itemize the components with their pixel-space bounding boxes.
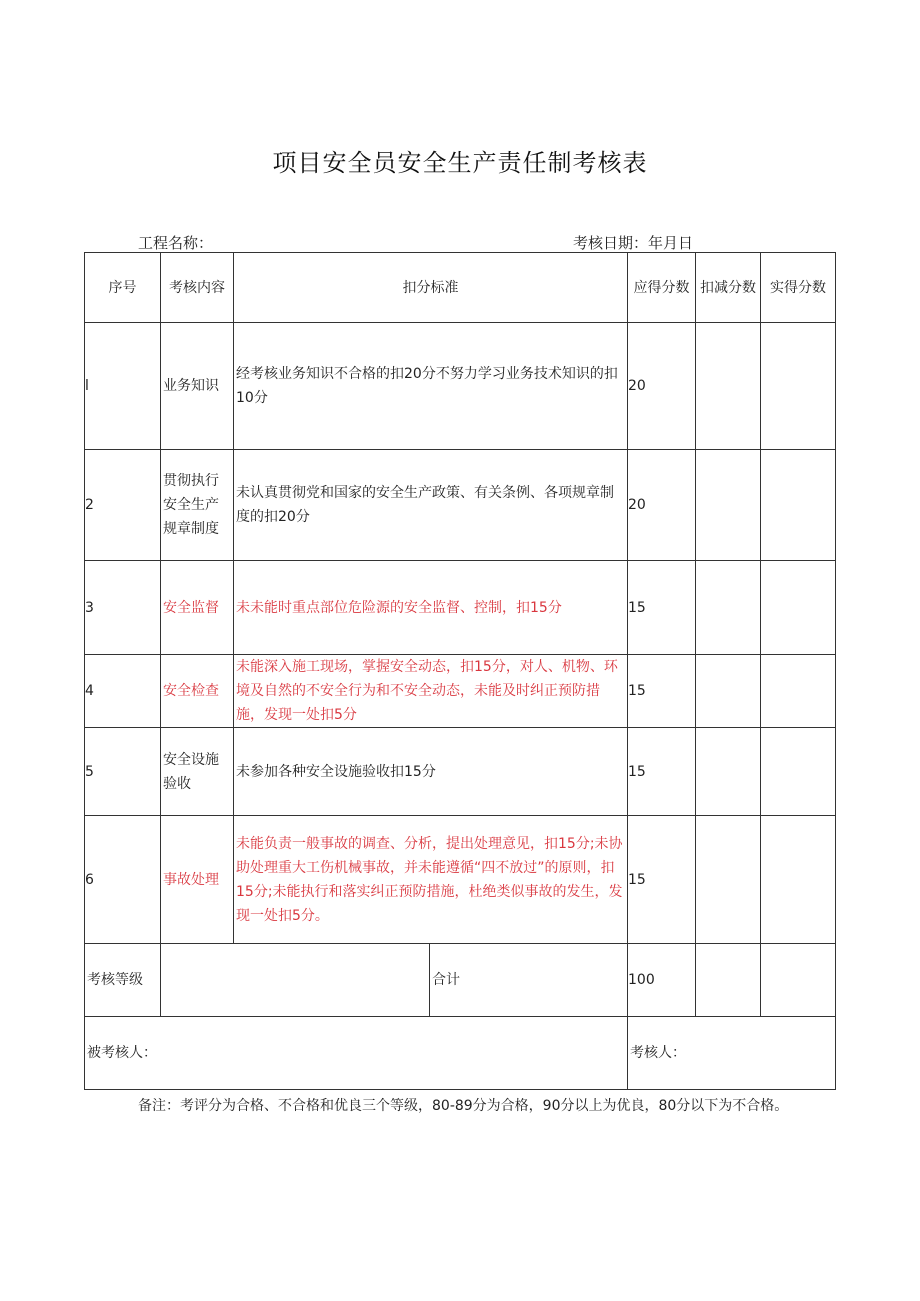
row-seq: l [85,323,161,450]
table-row [85,816,836,944]
header-actual-score: 实得分数 [761,253,836,323]
row-deduct-cell[interactable] [696,450,761,561]
assessment-date-label: 考核日期：年月日 [573,234,694,252]
header-deduct-score: 扣减分数 [696,253,761,323]
project-name-label: 工程名称： [138,234,214,252]
row-seq: 5 [85,728,161,816]
row-score: 15 [628,561,696,655]
row-deduct-cell[interactable] [696,561,761,655]
row-standard: 未能负责一般事故的调查、分析，提出处理意见，扣15分;未协助处理重大工伤机械事故，并未能遵循“四不放过”的原则，扣15分;未能执行和落实纠正预防措施，杜绝类似事故的发生，发现一处扣5分。 [234,816,628,944]
row-standard: 未未能时重点部位危险源的安全监督、控制，扣15分 [234,561,628,655]
total-label: 合计 [432,972,460,988]
examinee-label: 被考核人： [85,1017,628,1090]
row-content: 事故处理 [161,816,234,944]
signature-row [85,1017,836,1090]
row-score: 15 [628,728,696,816]
table-row [85,655,836,728]
row-score: 15 [628,816,696,944]
grade-label: 考核等级 [85,944,161,1017]
grade-value-cell[interactable] [161,944,430,1016]
row-actual-cell[interactable] [761,450,836,561]
table-row [85,450,836,561]
row-score: 20 [628,323,696,450]
assessment-table [84,252,836,1090]
header-row [85,253,836,323]
header-content: 考核内容 [161,253,234,323]
grade-split-cell [161,944,628,1017]
table-row [85,561,836,655]
row-content: 安全检查 [161,655,234,728]
row-deduct-cell[interactable] [696,728,761,816]
row-actual-cell[interactable] [761,561,836,655]
row-deduct-cell[interactable] [696,323,761,450]
row-content: 安全监督 [161,561,234,655]
row-content: 贯彻执行安全生产规章制度 [161,450,234,561]
row-standard: 未能深入施工现场，掌握安全动态，扣15分，对人、机物、环境及自然的不安全行为和不安全动态，未能及时纠正预防措施，发现一处扣5分 [234,655,628,728]
row-standard: 未认真贯彻党和国家的安全生产政策、有关条例、各项规章制度的扣20分 [234,450,628,561]
row-seq: 3 [85,561,161,655]
table-row [85,323,836,450]
remark-note: 备注：考评分为合格、不合格和优良三个等级，80-89分为合格，90分以上为优良，80分以下为不合格。 [138,1098,789,1114]
row-content: 安全设施验收 [161,728,234,816]
row-score: 20 [628,450,696,561]
total-value: 100 [628,944,696,1017]
row-actual-cell[interactable] [761,728,836,816]
examiner-label: 考核人： [628,1017,836,1090]
row-deduct-cell[interactable] [696,816,761,944]
total-deduct-cell[interactable] [696,944,761,1017]
total-actual-cell[interactable] [761,944,836,1017]
total-row [85,944,836,1017]
row-actual-cell[interactable] [761,323,836,450]
row-standard: 经考核业务知识不合格的扣20分不努力学习业务技术知识的扣10分 [234,323,628,450]
row-seq: 2 [85,450,161,561]
row-actual-cell[interactable] [761,816,836,944]
row-standard: 未参加各种安全设施验收扣15分 [234,728,628,816]
row-actual-cell[interactable] [761,655,836,728]
table-row [85,728,836,816]
row-score: 15 [628,655,696,728]
header-seq: 序号 [85,253,161,323]
header-should-score: 应得分数 [628,253,696,323]
row-seq: 6 [85,816,161,944]
row-seq: 4 [85,655,161,728]
page-title: 项目安全员安全生产责任制考核表 [272,149,648,177]
row-content: 业务知识 [161,323,234,450]
row-deduct-cell[interactable] [696,655,761,728]
header-standard: 扣分标准 [234,253,628,323]
